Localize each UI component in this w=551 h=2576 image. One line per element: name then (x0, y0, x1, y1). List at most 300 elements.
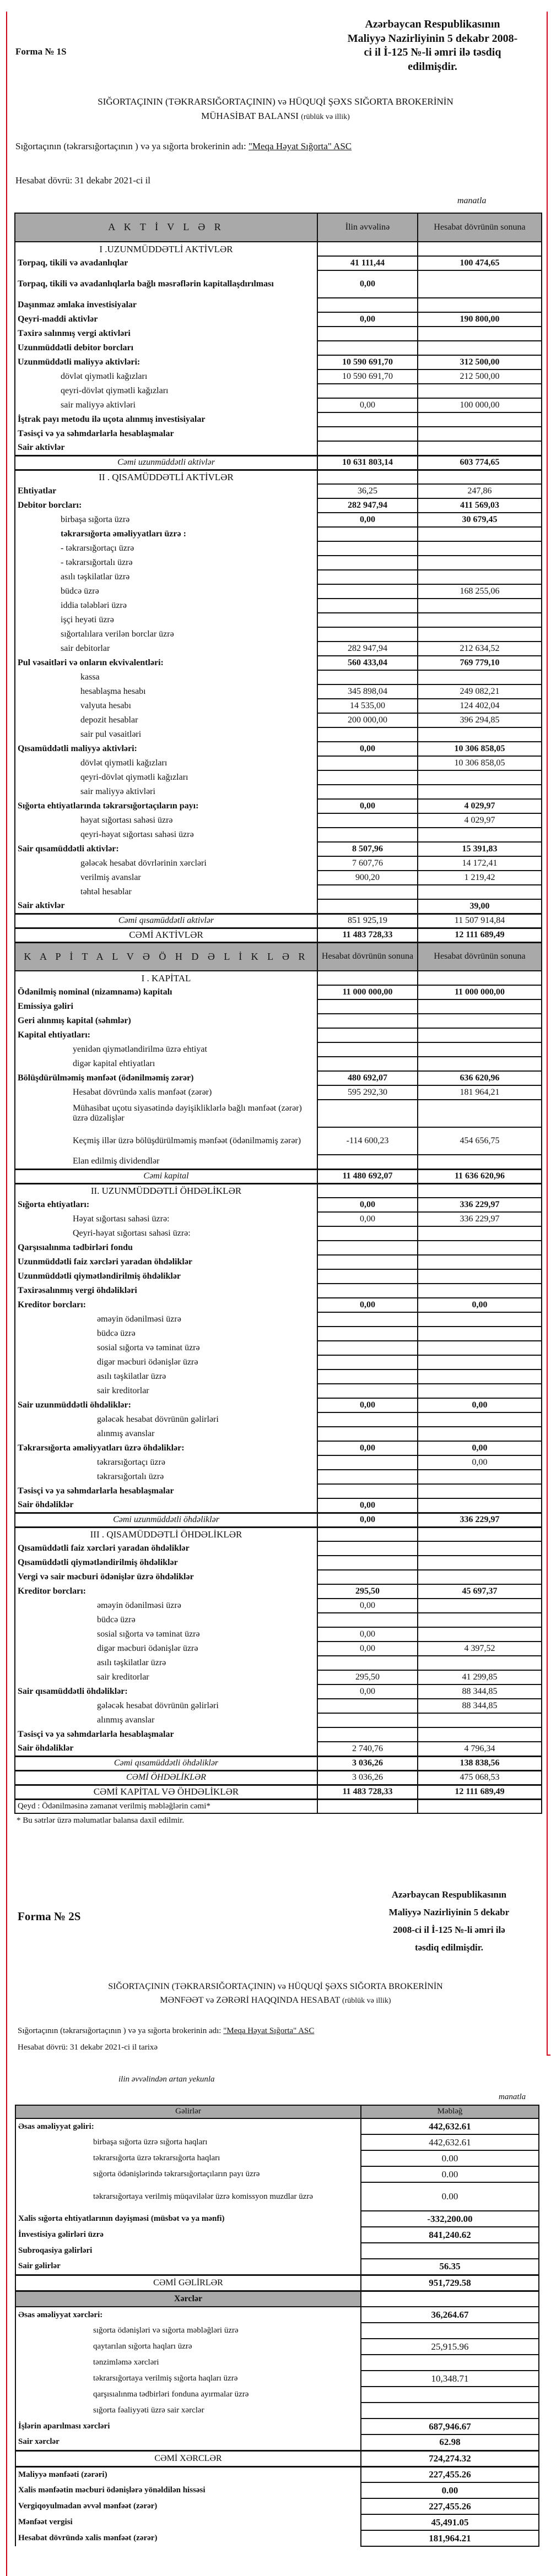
row-value-v2: 11 507 914,84 (418, 914, 542, 928)
table-row (15, 1355, 542, 1369)
table-row (15, 828, 542, 842)
row-label: dövlət qiymətli kağızları (15, 756, 317, 770)
table-row (15, 1255, 542, 1269)
row-value-v1 (317, 427, 418, 441)
table-row (15, 627, 542, 642)
row-label: Təsisçi və ya səhmdarlarla hesablaşmalar (15, 427, 317, 441)
row-label: Maliyyə mənfəəti (zərəri) (15, 2466, 361, 2482)
row-value-v2 (418, 470, 542, 484)
table-row (15, 527, 542, 541)
row-value-v1: -114 600,23 (317, 1127, 418, 1155)
table-row (15, 2291, 539, 2307)
table-row (15, 2434, 539, 2450)
row-amount (361, 2387, 539, 2403)
table-row (15, 1599, 542, 1613)
row-label: sığorta ödənişləri və sığorta məbləğləri üzrə (15, 2323, 361, 2339)
table-row (15, 2339, 539, 2355)
row-label: Qeyri-həyat sığortası sahəsi üzrə: (15, 1226, 317, 1241)
row-value-v1 (317, 1341, 418, 1355)
table-row (15, 455, 542, 470)
row-label: Daşınmaz əmlaka investisiyalar (15, 298, 317, 312)
row-label: sair pul vəsaitləri (15, 727, 317, 742)
table-row (15, 985, 542, 999)
table-row (15, 1241, 542, 1255)
row-label: Sair öhdəliklər (15, 1742, 317, 1756)
row-label: Sair qısamüddətli öhdəliklər: (15, 1684, 317, 1699)
row-amount: 25,915.96 (361, 2339, 539, 2355)
table-row (15, 770, 542, 785)
table-row (15, 1613, 542, 1627)
row-value-v2: 0,00 (418, 1441, 542, 1455)
row-label: Xalis mənfəətin məcburi ödənişlərə yönəldilən hissəsi (15, 2482, 361, 2498)
row-value-v2 (418, 1570, 542, 1584)
table-row (15, 1183, 542, 1198)
row-value-v2 (418, 727, 542, 742)
income-statement-table (15, 2105, 539, 2547)
row-value-v2: 100 000,00 (418, 398, 542, 412)
row-label: təkrarsığortaya verilmiş sığorta haqları üzrə (15, 2371, 361, 2387)
table-row (15, 1484, 542, 1498)
row-value-v1: 0,00 (317, 1398, 418, 1412)
row-amount: 0.00 (361, 2482, 539, 2498)
table-row (15, 1498, 542, 1513)
document-title (0, 95, 551, 124)
table-row (15, 541, 542, 556)
form-number: Forma № 2S (18, 1910, 81, 1923)
row-value-v1 (317, 813, 418, 828)
table-row (15, 470, 542, 484)
row-value-v1 (317, 1028, 418, 1042)
approval-line: edilmişdir. (408, 60, 457, 73)
table-row (15, 2403, 539, 2419)
row-label: təkrarsığorta üzrə təkrarsığorta haqları (15, 2150, 361, 2166)
row-value-v2: 124 402,04 (418, 699, 542, 713)
table-row (15, 799, 542, 813)
row-value-v2 (418, 1613, 542, 1627)
row-label: Təxirəsalınmış vergi öhdəlikləri (15, 1284, 317, 1298)
row-value-v1 (317, 1699, 418, 1713)
row-value-v1 (317, 1014, 418, 1028)
row-label: Təkrarsığorta əməliyyatları üzrə öhdəliklər: (15, 1441, 317, 1455)
row-label: birbaşa sığorta üzrə sığorta haqları (15, 2134, 361, 2150)
table-row (15, 842, 542, 856)
table-row (15, 1455, 542, 1470)
row-label: Cəmi uzunmüddətli öhdəliklər (15, 1513, 317, 1527)
row-label: tənzimləmə xərcləri (15, 2355, 361, 2371)
table-row (15, 1727, 542, 1742)
row-label: təhtəl hesablar (15, 885, 317, 899)
row-value-v1 (317, 1226, 418, 1241)
row-label: işçi heyəti üzrə (15, 613, 317, 627)
row-value-v2 (418, 341, 542, 355)
row-label: II. UZUNMÜDDƏTLİ ÖHDƏLİKLƏR (15, 1183, 317, 1198)
report-period: Hesabat dövrü: 31 dekabr 2021-ci il tarixə (18, 2043, 158, 2052)
equity-header-col2: Hesabat dövrünün sonuna (418, 942, 542, 971)
row-label: Pul vəsaitləri və onların ekvivalentləri: (15, 656, 317, 670)
row-value-v2: 11 000 000,00 (418, 985, 542, 999)
table-row (15, 570, 542, 584)
row-value-v1: 295,50 (317, 1670, 418, 1684)
row-label: valyuta hesabı (15, 699, 317, 713)
row-value-v1: 0,00 (317, 799, 418, 813)
row-value-v1 (317, 1470, 418, 1484)
row-value-v1 (317, 627, 418, 642)
table-row (15, 298, 542, 312)
row-value-v1 (317, 1042, 418, 1057)
approval-line: Maliyyə Nazirliyinin 5 dekabr 2008- (347, 32, 518, 45)
table-row (15, 441, 542, 455)
table-row (15, 2259, 539, 2275)
row-label: Təxirə salınmış vergi aktivləri (15, 327, 317, 341)
row-value-v2 (418, 1028, 542, 1042)
table-row (15, 2307, 539, 2323)
row-value-v1 (317, 1527, 418, 1541)
row-value-v1: 3 036,26 (317, 1770, 418, 1785)
table-row (15, 699, 542, 713)
table-row (15, 1642, 542, 1656)
row-value-v2: 336 229,97 (418, 1198, 542, 1212)
row-value-v2 (418, 999, 542, 1014)
company-label: Sığortaçının (təkrarsığortaçının ) və ya sığorta brokerinin adı: (18, 2026, 222, 2035)
row-value-v1 (317, 1656, 418, 1670)
row-value-v1: 0,00 (317, 398, 418, 412)
table-row (15, 899, 542, 914)
row-label: Geri alınmış kapital (səhmlər) (15, 1014, 317, 1028)
page-border-corner (547, 2055, 550, 2056)
row-value-v2: 88 344,85 (418, 1699, 542, 1713)
row-label: - təkrarsığortalı üzrə (15, 556, 317, 570)
table-row (15, 642, 542, 656)
table-row (15, 355, 542, 369)
row-label: Emissiya gəliri (15, 999, 317, 1014)
row-value-v2: 138 838,56 (418, 1756, 542, 1770)
table-row (15, 999, 542, 1014)
row-value-v2 (418, 298, 542, 312)
row-label: yenidən qiymətləndirilmə üzrə ehtiyat (15, 1042, 317, 1057)
row-value-v1 (317, 541, 418, 556)
table-row (15, 1627, 542, 1642)
table-row (15, 2275, 539, 2291)
table-row (15, 2227, 539, 2243)
row-value-v1: 345 898,04 (317, 684, 418, 699)
row-label: Keçmiş illər üzrə bölüşdürülməmiş mənfəət (ödənilməmiş zərər) (15, 1127, 317, 1155)
approval-note (317, 18, 548, 74)
row-label: birbaşa sığorta üzrə (15, 513, 317, 527)
row-value-v2 (418, 1284, 542, 1298)
row-label: Əsas əməliyyat gəliri: (15, 2118, 361, 2134)
table-row (15, 2166, 539, 2182)
row-value-v2 (418, 556, 542, 570)
row-label: iddia tələbləri üzrə (15, 599, 317, 613)
row-label: Qısamüddətli faiz xərcləri yaradan öhdəliklər (15, 1541, 317, 1556)
row-label: təkrarsığortaya verilmiş müqavilələr üzrə komissyon muzdlar üzrə (15, 2182, 361, 2211)
row-value-v1 (317, 971, 418, 985)
row-label: I .UZUNMÜDDƏTLİ AKTİVLƏR (15, 242, 317, 256)
table-row (15, 2134, 539, 2150)
row-value-v2 (418, 770, 542, 785)
row-value-v1 (317, 1384, 418, 1398)
row-value-v1: 0,00 (317, 1642, 418, 1656)
row-value-v1: 11 480 692,07 (317, 1169, 418, 1183)
row-value-v2 (418, 1327, 542, 1341)
row-value-v2 (418, 670, 542, 684)
row-value-v2: 0,00 (418, 1298, 542, 1312)
table-row (15, 256, 542, 270)
row-label: əməyin ödənilməsi üzrə (15, 1312, 317, 1327)
row-label: əməyin ödənilməsi üzrə (15, 1599, 317, 1613)
table-row (15, 369, 542, 384)
approval-line: Maliyyə Nazirliyinin 5 dekabr (388, 1906, 510, 1917)
row-value-v2: 249 082,21 (418, 684, 542, 699)
row-value-v1: 0,00 (317, 1198, 418, 1212)
row-value-v1: 480 692,07 (317, 1071, 418, 1085)
row-value-v2 (418, 427, 542, 441)
table-row (15, 1198, 542, 1212)
row-value-v2 (418, 1042, 542, 1057)
row-value-v2: 212 634,52 (418, 642, 542, 656)
table-row (15, 2419, 539, 2434)
row-amount (361, 2355, 539, 2371)
title-suffix: (rüblük və illik) (342, 1996, 391, 2005)
row-label: sair kreditorlar (15, 1670, 317, 1684)
approval-line: ci il İ-125 №-li əmri ilə təsdiq (364, 46, 501, 59)
row-value-v1 (317, 1541, 418, 1556)
row-label: depozit hesablar (15, 713, 317, 727)
row-value-v2: 12 111 689,49 (418, 1785, 542, 1799)
row-value-v1: 8 507,96 (317, 842, 418, 856)
row-label: Kapital ehtiyatları: (15, 1028, 317, 1042)
row-value-v2: 39,00 (418, 899, 542, 914)
row-label: Vergi və sair məcburi ödənişlər üzrə öhdəliklər (15, 1570, 317, 1584)
footnote: * Bu sətrlər üzrə məlumatlar balansa daxil edilmir. (17, 1816, 185, 1825)
row-value-v2 (418, 242, 542, 256)
row-value-v2 (418, 1556, 542, 1570)
row-label: Torpaq, tikili və avadanlıqlarla bağlı məsrəflərin kapitallaşdırılması (15, 270, 317, 298)
table-row (15, 1014, 542, 1028)
row-amount: 687,946.67 (361, 2419, 539, 2434)
row-label: sığorta ödənişlərində təkrarsığortaçıların payı üzrə (15, 2166, 361, 2182)
row-value-v1 (317, 1556, 418, 1570)
table-row (15, 2355, 539, 2371)
row-value-v1: 7 607,76 (317, 856, 418, 871)
row-value-v1: 11 000 000,00 (317, 985, 418, 999)
row-value-v1: 36,25 (317, 484, 418, 498)
row-value-v1 (317, 770, 418, 785)
row-label: sığorta fəaliyyəti üzrə sair xərclər (15, 2403, 361, 2419)
row-value-v1: 282 947,94 (317, 642, 418, 656)
row-label: III . QISAMÜDDƏTLİ ÖHDƏLİKLƏR (15, 1527, 317, 1541)
table-row (15, 1327, 542, 1341)
table-row (15, 756, 542, 770)
table-row (15, 398, 542, 412)
row-value-v1 (317, 1327, 418, 1341)
row-value-v1 (317, 670, 418, 684)
row-value-v1: 11 483 728,33 (317, 1785, 418, 1799)
row-label: qarşısıalınma tədbirləri fonduna ayırmalar üzrə (15, 2387, 361, 2403)
approval-line: Azərbaycan Respublikasının (391, 1889, 507, 1900)
table-row (15, 1670, 542, 1684)
row-label: sair maliyyə aktivləri (15, 398, 317, 412)
table-row (15, 1684, 542, 1699)
table-row (15, 2211, 539, 2227)
row-value-v1 (317, 999, 418, 1014)
title-main: MƏNFƏƏT və ZƏRƏRİ HAQQINDA HESABAT (160, 1995, 340, 2005)
row-value-v1 (317, 1183, 418, 1198)
row-label: sair kreditorlar (15, 1384, 317, 1398)
row-value-v1 (317, 1799, 418, 1813)
row-value-v1: 3 036,26 (317, 1756, 418, 1770)
row-value-v1: 0,00 (317, 742, 418, 756)
row-label: gələcək hesabat dövrünün gəlirləri (15, 1412, 317, 1427)
table-row (15, 1071, 542, 1085)
table-row (15, 1226, 542, 1241)
row-value-v2: 181 964,21 (418, 1085, 542, 1100)
table-row (15, 613, 542, 627)
table-row (15, 1584, 542, 1599)
assets-header-row (15, 213, 542, 242)
approval-line: 2008-ci il İ-125 №-li əmri ilə (393, 1924, 505, 1935)
row-value-v1 (317, 1613, 418, 1627)
row-value-v2 (418, 1312, 542, 1327)
row-value-v1 (317, 1427, 418, 1441)
row-amount (361, 2243, 539, 2259)
row-value-v1 (317, 1312, 418, 1327)
income-header-row (15, 2105, 539, 2118)
table-row (15, 1713, 542, 1727)
row-value-v1 (317, 1484, 418, 1498)
row-value-v1 (317, 584, 418, 599)
row-label: sosial sığorta və təminat üzrə (15, 1341, 317, 1355)
table-row (15, 1269, 542, 1284)
table-row (15, 2371, 539, 2387)
row-value-v1 (317, 1255, 418, 1269)
row-label: Qeyri-maddi aktivlər (15, 312, 317, 327)
row-value-v1: 0,00 (317, 1599, 418, 1613)
table-row (15, 1284, 542, 1298)
row-value-v2: 603 774,65 (418, 455, 542, 470)
table-row (15, 1470, 542, 1484)
table-row (15, 1756, 542, 1770)
row-label: Qarşısıalınma tədbirləri fondu (15, 1241, 317, 1255)
company-name: "Meqa Həyat Sığorta" ASC (223, 2026, 315, 2035)
row-value-v2 (418, 627, 542, 642)
row-amount: 724,274.32 (361, 2450, 539, 2466)
table-row (15, 885, 542, 899)
table-row (15, 742, 542, 756)
table-row (15, 813, 542, 828)
row-label: asılı təşkilatlar üzrə (15, 1656, 317, 1670)
table-row (15, 2530, 539, 2546)
table-row (15, 1312, 542, 1327)
row-amount: 0.00 (361, 2150, 539, 2166)
row-label: Vergiqoyulmadan əvvəl mənfəət (zərər) (15, 2498, 361, 2514)
row-value-v1: 0,00 (317, 1212, 418, 1226)
table-row (15, 1527, 542, 1541)
row-label: kassa (15, 670, 317, 684)
row-value-v2 (418, 1355, 542, 1369)
row-label: Xərclər (15, 2291, 361, 2307)
table-row (15, 1742, 542, 1756)
row-value-v2: 0,00 (418, 1398, 542, 1412)
row-value-v1: 0,00 (317, 312, 418, 327)
row-value-v2: 1 219,42 (418, 871, 542, 885)
table-row (15, 1298, 542, 1312)
row-label: təkrarsığortalı üzrə (15, 1470, 317, 1484)
row-label: II . QISAMÜDDƏTLİ AKTİVLƏR (15, 470, 317, 484)
row-label: Cəmi uzunmüddətli aktivlər (15, 455, 317, 470)
row-label: Sığorta ehtiyatlarında təkrarsığortaçıların payı: (15, 799, 317, 813)
row-label: sığortalılara verilən borclar üzrə (15, 627, 317, 642)
row-label: - təkrarsığortaçı üzrə (15, 541, 317, 556)
row-value-v2 (418, 570, 542, 584)
table-row (15, 1057, 542, 1071)
table-row (15, 1570, 542, 1584)
equity-header-title: K A P İ T A L V Ə Ö H D Ə L İ K L Ə R (15, 942, 317, 971)
approval-line: Azərbaycan Respublikasının (365, 18, 500, 30)
row-label: CƏMİ AKTİVLƏR (15, 928, 317, 942)
row-value-v2 (418, 1412, 542, 1427)
row-value-v1: 0,00 (317, 1684, 418, 1699)
row-value-v2 (418, 1498, 542, 1513)
row-value-v2 (418, 1470, 542, 1484)
row-value-v2 (418, 828, 542, 842)
row-value-v1: 282 947,94 (317, 498, 418, 513)
row-label: büdcə üzrə (15, 1327, 317, 1341)
row-value-v2 (418, 1226, 542, 1241)
row-value-v1: 0,00 (317, 1627, 418, 1642)
table-row (15, 713, 542, 727)
row-label: Uzunmüddətli faiz xərcləri yaradan öhdəliklər (15, 1255, 317, 1269)
row-value-v2: 12 111 689,49 (418, 928, 542, 942)
row-value-v2 (418, 1255, 542, 1269)
row-value-v2: 41 299,85 (418, 1670, 542, 1684)
table-row (15, 2243, 539, 2259)
table-row (15, 856, 542, 871)
row-value-v1 (317, 613, 418, 627)
row-value-v1 (317, 298, 418, 312)
row-label: Təsisçi və ya səhmdarlarla hesablaşmalar (15, 1727, 317, 1742)
row-value-v2 (418, 1599, 542, 1613)
row-value-v2: 247,86 (418, 484, 542, 498)
row-label: Hesabat dövründə xalis mənfəət (zərər) (15, 1085, 317, 1100)
row-value-v1 (317, 1713, 418, 1727)
row-value-v1 (317, 1355, 418, 1369)
row-value-v2: 336 229,97 (418, 1513, 542, 1527)
row-value-v2 (418, 1369, 542, 1384)
page-border-right (547, 12, 548, 2056)
row-value-v1: 10 590 691,70 (317, 369, 418, 384)
table-row (15, 341, 542, 355)
table-row (15, 427, 542, 441)
row-label: qeyri-dövlət qiymətli kağızları (15, 770, 317, 785)
table-row (15, 2498, 539, 2514)
row-value-v2: 4 029,97 (418, 813, 542, 828)
row-value-v1 (317, 599, 418, 613)
table-row (15, 971, 542, 985)
table-row (15, 584, 542, 599)
row-value-v1: 295,50 (317, 1584, 418, 1599)
table-row (15, 1398, 542, 1412)
row-value-v1 (317, 1269, 418, 1284)
table-row (15, 1127, 542, 1155)
table-row (15, 2450, 539, 2466)
row-value-v1: 41 111,44 (317, 256, 418, 270)
row-amount: 227,455.26 (361, 2466, 539, 2482)
row-label: Sair gəlirlər (15, 2259, 361, 2275)
table-row (15, 928, 542, 942)
row-label: Cəmi qısamüddətli aktivlər (15, 914, 317, 928)
row-label: İşlərin aparılması xərcləri (15, 2419, 361, 2434)
